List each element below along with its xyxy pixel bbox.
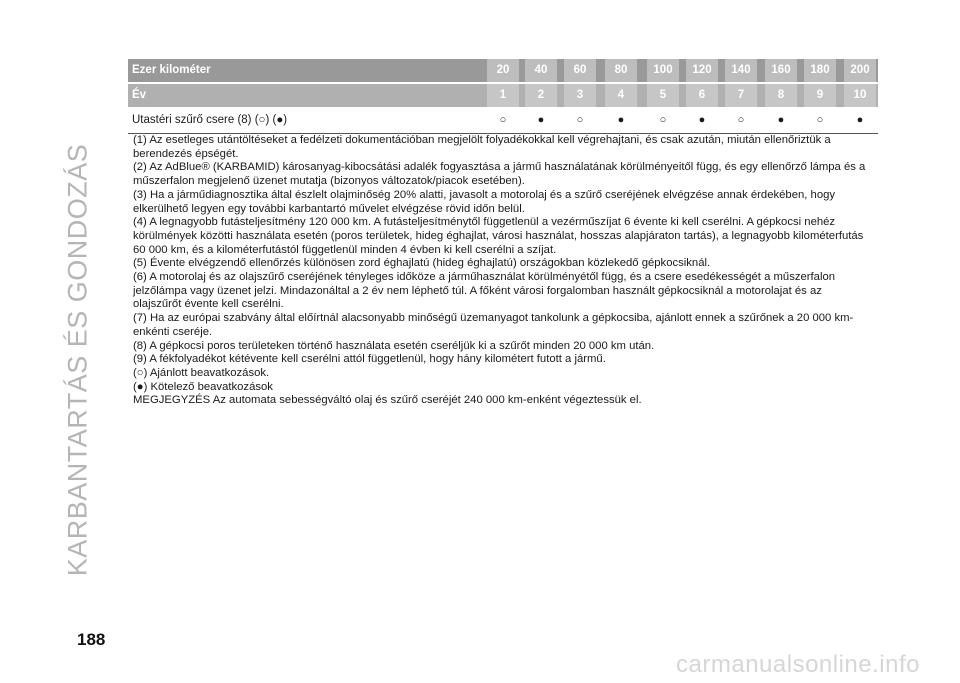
service-mark: ○ [816, 114, 824, 126]
note-remark: MEGJEGYZÉS Az automata sebességváltó olaj és szűrő cseréjét 240 000 km-enként végeztessük el. [133, 394, 642, 407]
table-row-cabin-filter [128, 107, 878, 134]
service-mark: ● [777, 114, 785, 126]
year-cell: 10 [844, 84, 876, 107]
maintenance-table [128, 59, 878, 134]
table-header-row [128, 59, 878, 82]
year-label: Év [132, 89, 147, 101]
service-mark: ● [537, 114, 545, 126]
km-cell: 100 [647, 59, 679, 82]
km-cell: 20 [487, 59, 519, 82]
footnote: (9) A fékfolyadékot kétévente kell cserélni attól függetlenül, hogy hány kilométert futott a jármű. [133, 353, 606, 366]
footnote: (2) Az AdBlue® (KARBAMID) károsanyag-kibocsátási adalék fogyasztása a jármű használatának körülményeitől függ, és egy ellenőrző lámpa és a műszerfalon megjelenő üzenet mutatja (bizonyos változatok/piacok esetében). [133, 161, 866, 188]
page-number: 188 [77, 630, 106, 649]
year-cell: 1 [487, 84, 519, 107]
footnote: (7) Ha az európai szabvány által előírtnál alacsonyabb minőségű üzemanyagot tankolunk a gépkocsiba, ajánlott ennek a szűrőnek a 20 000 km-enkénti cseréje. [133, 312, 854, 338]
year-cell: 2 [525, 84, 557, 107]
year-cell: 9 [804, 84, 836, 107]
service-mark: ● [856, 114, 864, 126]
year-cell: 3 [564, 84, 596, 107]
footnote: (5) Évente elvégzendő ellenőrzés különösen zord éghajlatú (hideg éghajlatú) országokban közlekedő gépkocsiknál. [133, 257, 711, 270]
service-mark: ○ [499, 114, 507, 126]
header-label: Ezer kilométer [132, 64, 211, 76]
km-cell: 120 [686, 59, 718, 82]
year-cell: 6 [686, 84, 718, 107]
footnote: (○) Ajánlott beavatkozások. [133, 366, 270, 379]
footnote: (●) Kötelező beavatkozások [133, 380, 273, 393]
footnote: (3) Ha a járműdiagnosztika által észlelt olajminőség 20% alatti, javasolt a motorolaj és a szűrő cseréjének elvégzése annak érdekében, hogy elkerülhető legyen egy további karbantartó művelet elvégzése rövid időn belül. [133, 188, 836, 215]
footnotes [133, 134, 868, 408]
footnote: (4) A legnagyobb futásteljesítmény 120 000 km. A futásteljesítménytől függetlenül a vezérműszíjat 6 évente ki kell cserélni. A gépkocsi nehéz körülmények közötti használata esetén (poros területek, hideg éghajlat, városi használat, hosszas alapjáraton tartás), a legnagyobb kilométerfutás 60 000 km, és a kilométerfutástól függetlenül minden 4 évben ki kell cserélni a szíjat. [133, 216, 864, 256]
service-mark: ○ [576, 114, 584, 126]
service-mark: ○ [659, 114, 667, 126]
km-cell: 80 [605, 59, 637, 82]
watermark: carmanualsonline.info [676, 651, 920, 678]
km-cell: 160 [765, 59, 797, 82]
service-mark: ● [698, 114, 706, 126]
section-title-vertical: KARBANTARTÁS ÉS GONDOZÁS [62, 143, 93, 577]
footnote: (1) Az esetleges utántöltéseket a fedélzeti dokumentációban megjelölt folyadékokkal kell végrehajtani, és csak azután, miután ellenőriztük a berendezés épségét. [133, 134, 831, 160]
year-cell: 5 [647, 84, 679, 107]
footnote: (8) A gépkocsi poros területeken történő használata esetén cseréljük ki a szűrőt minden 20 000 km után. [133, 339, 655, 352]
km-cell: 40 [525, 59, 557, 82]
service-mark: ● [617, 114, 625, 126]
km-cell: 140 [725, 59, 757, 82]
year-cell: 8 [765, 84, 797, 107]
km-cell: 60 [564, 59, 596, 82]
year-cell: 7 [725, 84, 757, 107]
year-cell: 4 [605, 84, 637, 107]
km-cell: 200 [844, 59, 876, 82]
row-label: Utastéri szűrő csere (8) (○) (●) [132, 114, 288, 126]
footnote: (6) A motorolaj és az olajszűrő cseréjének tényleges időköze a járműhasználat körülményétől függ, és a csere esedékességét a műszerfalon jelzőlámpa vagy üzenet jelzi. Mindazonáltal a 2 év nem léphető túl. A főként városi forgalomban használt gépkocsiknál a motorolajat és az olajszűrőt évente kell cserélni. [133, 271, 836, 311]
service-mark: ○ [737, 114, 745, 126]
table-year-row [128, 84, 878, 107]
km-cell: 180 [804, 59, 836, 82]
